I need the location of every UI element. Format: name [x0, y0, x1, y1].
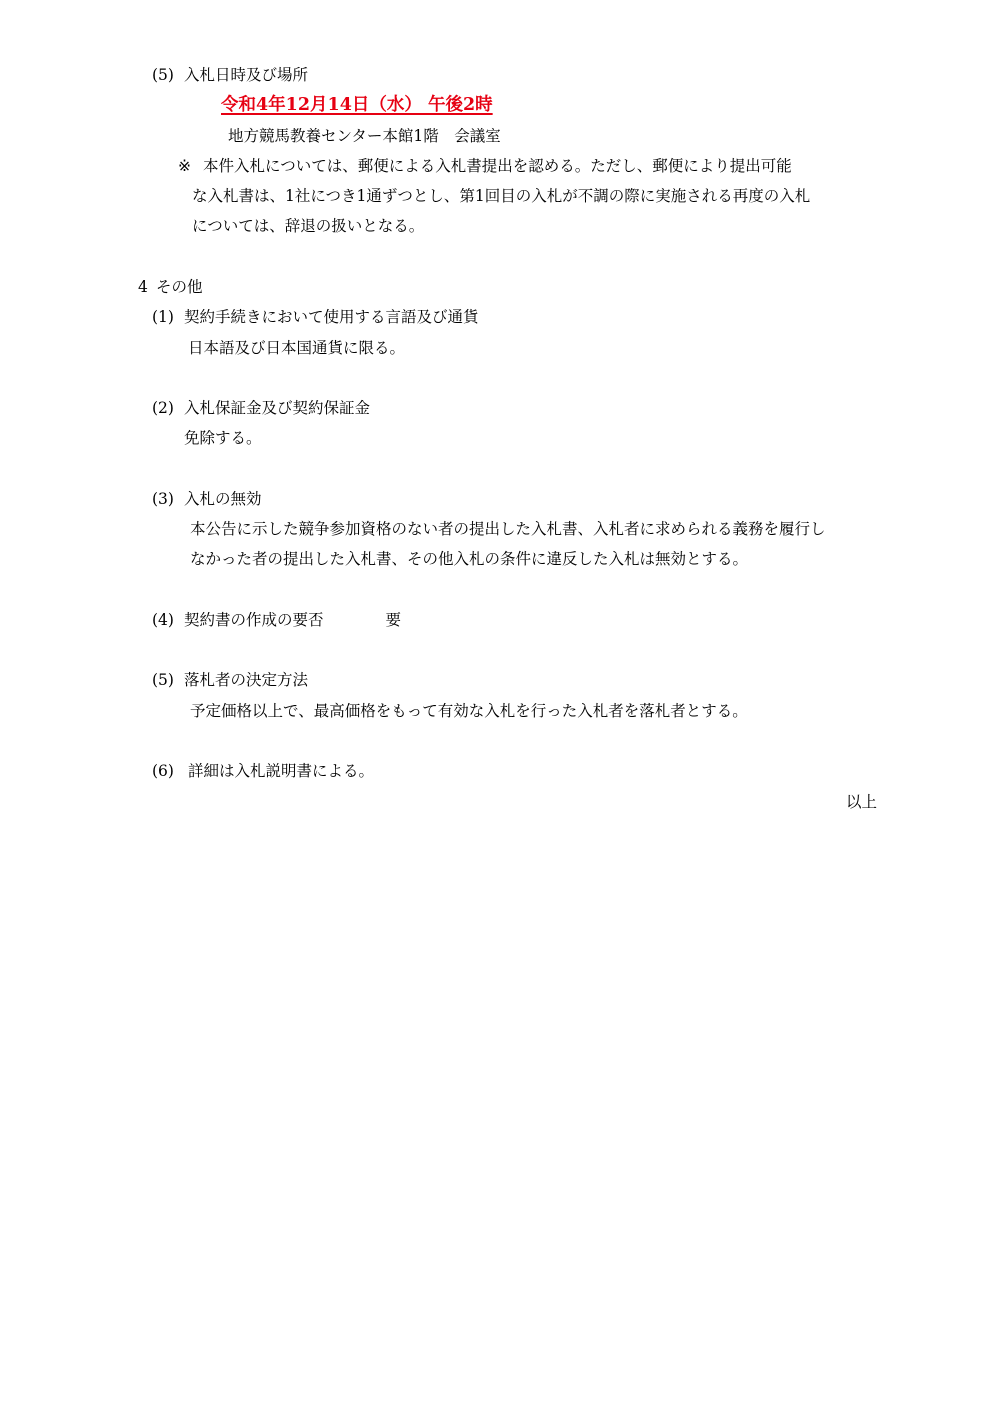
item-2-title: 入札保証金及び契約保証金	[184, 399, 371, 417]
mail-bid-note-line-3: については、辞退の扱いとなる。	[192, 217, 425, 235]
item-6-heading	[152, 760, 374, 782]
item-2-body: 免除する。	[184, 429, 262, 447]
bid-place: 地方競馬教養センター本館1階 会議室	[228, 127, 501, 145]
item-5-heading	[152, 669, 308, 691]
mail-bid-note-line-2: な入札書は、1社につき1通ずつとし、第1回目の入札が不調の際に実施される再度の入札	[192, 187, 811, 205]
item-1-heading	[152, 306, 479, 328]
section-4-number: 4	[138, 278, 148, 296]
bid-date-time: 令和4年12月14日（水） 午後2時	[221, 95, 493, 115]
mail-bid-note-line-1	[178, 155, 792, 177]
section-4-heading	[138, 276, 203, 298]
item-4-title: 契約書の作成の要否	[184, 611, 324, 629]
item-1-body: 日本語及び日本国通貨に限る。	[188, 339, 406, 357]
section-4-title: その他	[156, 278, 203, 296]
item-2-heading	[152, 397, 370, 419]
item-3-body-line-2: なかった者の提出した入札書、その他入札の条件に違反した入札は無効とする。	[190, 550, 749, 568]
item-5-title: 落札者の決定方法	[184, 671, 309, 689]
section-5-heading	[152, 64, 308, 86]
item-6-title: 詳細は入札説明書による。	[188, 762, 375, 780]
item-4-heading	[152, 609, 401, 631]
section-5-label: 入札日時及び場所	[184, 66, 309, 84]
item-2-number: (2)	[152, 399, 174, 417]
note-text-1: 本件入札については、郵便による入札書提出を認める。ただし、郵便により提出可能	[203, 157, 792, 175]
section-5-number: (5)	[152, 66, 174, 84]
item-6-number: (6)	[152, 762, 174, 780]
item-5-body: 予定価格以上で、最高価格をもって有効な入札を行った入札者を落札者とする。	[190, 702, 748, 720]
item-3-heading	[152, 488, 262, 510]
item-1-title: 契約手続きにおいて使用する言語及び通貨	[184, 308, 479, 326]
closing-mark: 以上	[846, 793, 878, 811]
item-1-number: (1)	[152, 308, 174, 326]
note-mark: ※	[178, 157, 191, 175]
item-4-number: (4)	[152, 611, 174, 629]
item-3-number: (3)	[152, 490, 174, 508]
item-3-body-line-1: 本公告に示した競争参加資格のない者の提出した入札書、入札者に求められる義務を履行し	[190, 520, 826, 538]
item-3-title: 入札の無効	[184, 490, 262, 508]
item-4-value: 要	[385, 611, 402, 629]
item-5-number: (5)	[152, 671, 174, 689]
